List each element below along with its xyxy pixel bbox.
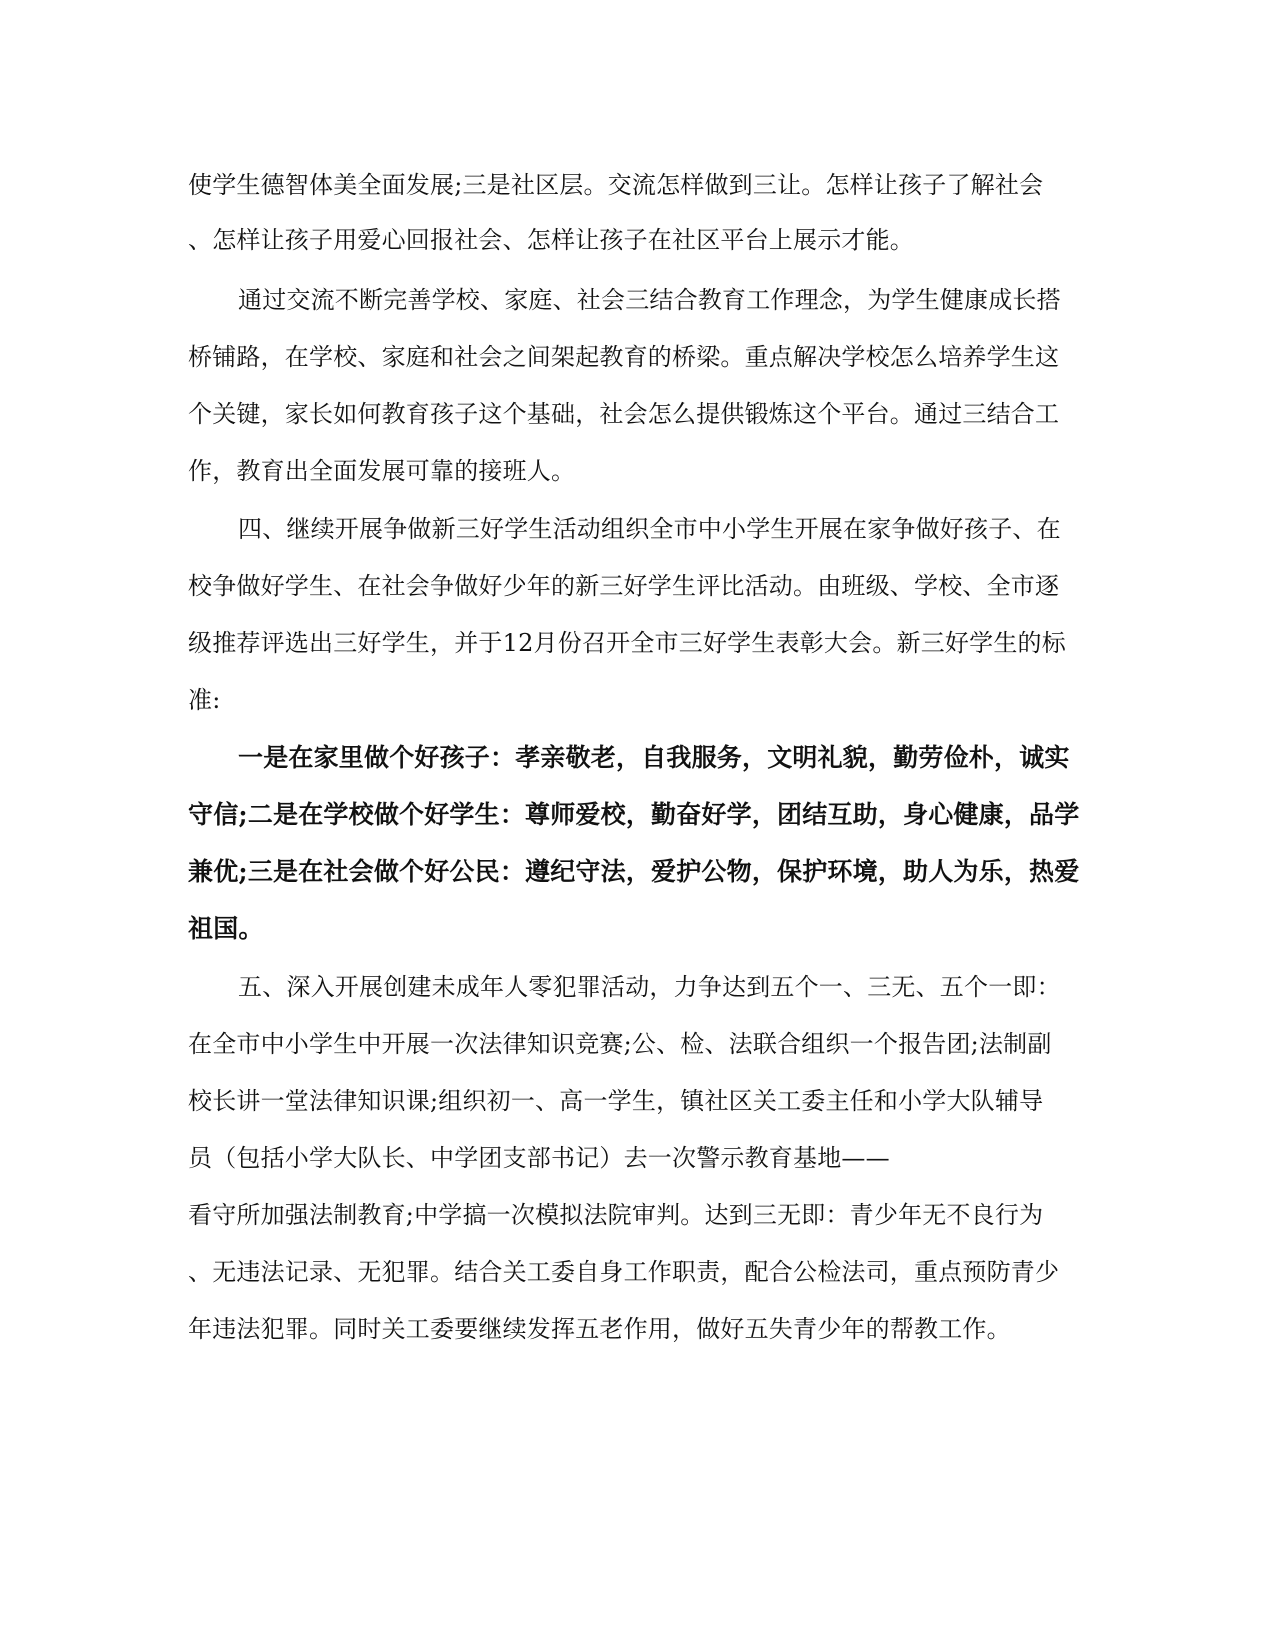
text-line: 准:: [188, 686, 221, 714]
text-line: 员（包括小学大队长、中学团支部书记）去一次警示教育基地——: [188, 1144, 890, 1172]
paragraph-first-line: 通过交流不断完善学校、家庭、社会三结合教育工作理念，为学生健康成长搭: [238, 286, 1061, 314]
section-five-heading: 五、深入开展创建未成年人零犯罪活动，力争达到五个一、三无、五个一即：: [238, 973, 1061, 1001]
standards-bold-line: 兼优;三是在社会做个好公民：遵纪守法，爱护公物，保护环境，助人为乐，热爱: [188, 857, 1080, 886]
text-line: 校长讲一堂法律知识课;组织初一、高一学生，镇社区关工委主任和小学大队辅导: [188, 1087, 1044, 1115]
text-line: 作，教育出全面发展可靠的接班人。: [188, 457, 576, 485]
text-line: 看守所加强法制教育;中学搞一次模拟法院审判。达到三无即：青少年无不良行为: [188, 1201, 1044, 1229]
text-line: 校争做好学生、在社会争做好少年的新三好学生评比活动。由班级、学校、全市逐: [188, 572, 1060, 600]
text-line: 、无违法记录、无犯罪。结合关工委自身工作职责，配合公检法司，重点预防青少: [188, 1258, 1060, 1286]
text-line: 桥铺路，在学校、家庭和社会之间架起教育的桥梁。重点解决学校怎么培养学生这: [188, 343, 1060, 371]
standards-bold-line: 一是在家里做个好孩子：孝亲敬老，自我服务，文明礼貌，勤劳俭朴，诚实: [238, 743, 1070, 772]
section-four-heading: 四、继续开展争做新三好学生活动组织全市中小学生开展在家争做好孩子、在: [238, 515, 1061, 543]
text-line: 使学生德智体美全面发展;三是社区层。交流怎样做到三让。怎样让孩子了解社会: [188, 171, 1044, 199]
text-line: 级推荐评选出三好学生，并于12月份召开全市三好学生表彰大会。新三好学生的标: [188, 629, 1066, 657]
text-line: 年违法犯罪。同时关工委要继续发挥五老作用，做好五失青少年的帮教工作。: [188, 1315, 1011, 1343]
text-line: 在全市中小学生中开展一次法律知识竞赛;公、检、法联合组织一个报告团;法制副: [188, 1030, 1052, 1058]
text-line: 、怎样让孩子用爱心回报社会、怎样让孩子在社区平台上展示才能。: [188, 226, 914, 254]
standards-bold-line: 守信;二是在学校做个好学生：尊师爱校，勤奋好学，团结互助，身心健康，品学: [188, 800, 1080, 829]
standards-bold-line: 祖国。: [188, 914, 264, 943]
text-line: 个关键，家长如何教育孩子这个基础，社会怎么提供锻炼这个平台。通过三结合工: [188, 400, 1060, 428]
